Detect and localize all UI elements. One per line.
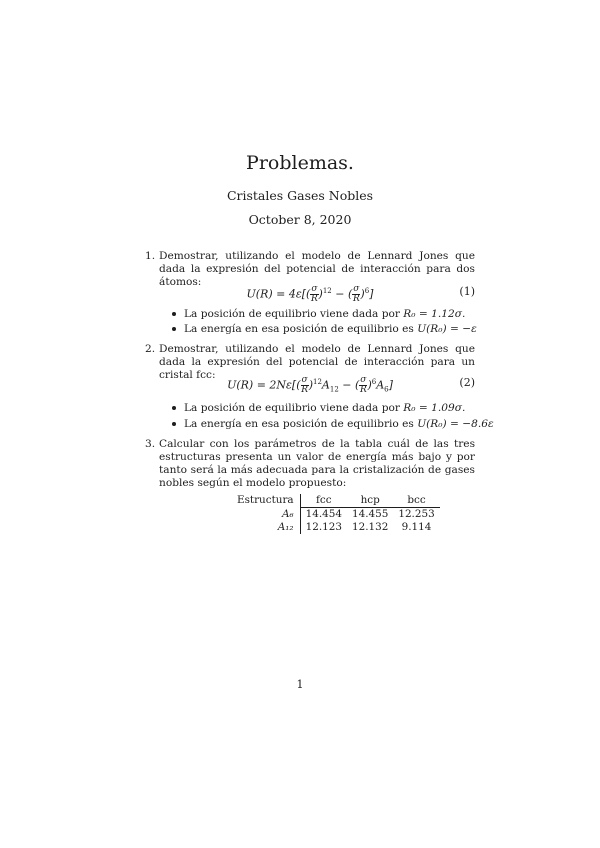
document-subtitle: Cristales Gases Nobles — [226, 188, 374, 203]
document-title: Problemas. — [246, 152, 354, 174]
problem-number: 3. — [145, 438, 156, 450]
table-cell: 12.132 — [351, 521, 389, 533]
table-corner-label: Estructura — [232, 494, 300, 508]
equation-number: (2) — [459, 376, 475, 389]
bullet-math: R₀ = 1.09σ. — [403, 402, 466, 414]
problem-text: Calcular con los parámetros de la tabla cuál de las tres estructuras presenta un valor de energía más bajo y por tanto será la más adecuada para la cristalización de gases nobles según el modelo propuesto: — [159, 438, 475, 489]
row-label: A₁₂ — [232, 521, 300, 534]
fraction-sigma-r: $\frac{\sigma}{R}$ — [311, 284, 318, 304]
row-label: A₆ — [232, 508, 300, 522]
bullet-item — [172, 402, 465, 414]
bullet-icon — [172, 327, 176, 331]
fraction-sigma-r: $\frac{\sigma}{R}$ — [301, 375, 308, 395]
equation-lhs: U(R) = 2Nε[( — [227, 378, 301, 392]
bullet-text: La posición de equilibrio viene dada por — [184, 402, 404, 414]
problem-text: Demostrar, utilizando el modelo de Lennard Jones que dada la expresión del potencial de interacción para dos átomos: — [159, 250, 475, 288]
problem-1 — [145, 250, 475, 289]
problem-number: 1. — [145, 250, 156, 262]
parameters-table — [232, 494, 440, 534]
problem-3 — [145, 438, 475, 490]
table-cell: 14.455 — [351, 508, 389, 520]
bullet-item — [172, 418, 494, 430]
table-row — [232, 508, 440, 522]
table-cell: 9.114 — [401, 521, 432, 533]
column-header: hcp — [347, 494, 393, 508]
bullet-text: La energía en esa posición de equilibrio es — [184, 418, 418, 430]
equation-lhs: U(R) = 4ε[( — [246, 287, 311, 301]
problem-text: Demostrar, utilizando el modelo de Lennard Jones que dada la expresión del potencial de interacción para un cristal fcc: — [159, 343, 475, 381]
bullet-icon — [172, 312, 176, 316]
table-row — [232, 521, 440, 534]
bullet-math: U(R₀) = −ε — [417, 323, 477, 335]
table-cell: 12.253 — [398, 508, 435, 520]
equation-body: U(R) = 4ε[( $\frac{\sigma}{R}$ )$^{12}$ − ( $\frac{\sigma}{R}$ )$^6$] — [246, 284, 374, 304]
document-date: October 8, 2020 — [248, 212, 352, 227]
fraction-sigma-r: $\frac{\sigma}{R}$ — [359, 375, 367, 395]
bullet-icon — [172, 422, 176, 426]
column-header: fcc — [300, 494, 347, 508]
bullet-text: La posición de equilibrio viene dada por — [184, 308, 404, 320]
equation-number: (1) — [459, 285, 475, 298]
equation-body: U(R) = 2Nε[( $\frac{\sigma}{R}$ )$^{12}A_{12}$ − ( $\frac{\sigma}{R}$ )$^6A_6$] — [227, 375, 393, 395]
bullet-item — [172, 308, 465, 320]
fraction-sigma-r: $\frac{\sigma}{R}$ — [352, 284, 360, 304]
bullet-math: R₀ = 1.12σ. — [403, 308, 466, 320]
problem-number: 2. — [145, 343, 156, 355]
column-header: bcc — [393, 494, 439, 508]
table-cell: 14.454 — [305, 508, 342, 520]
bullet-icon — [172, 406, 176, 410]
bullet-item — [172, 323, 477, 335]
page-number: 1 — [296, 678, 304, 691]
bullet-math: U(R₀) = −8.6ε — [417, 418, 494, 430]
table-header-row — [232, 494, 440, 508]
bullet-text: La energía en esa posición de equilibrio es — [184, 323, 418, 335]
table-cell: 12.123 — [305, 521, 342, 533]
